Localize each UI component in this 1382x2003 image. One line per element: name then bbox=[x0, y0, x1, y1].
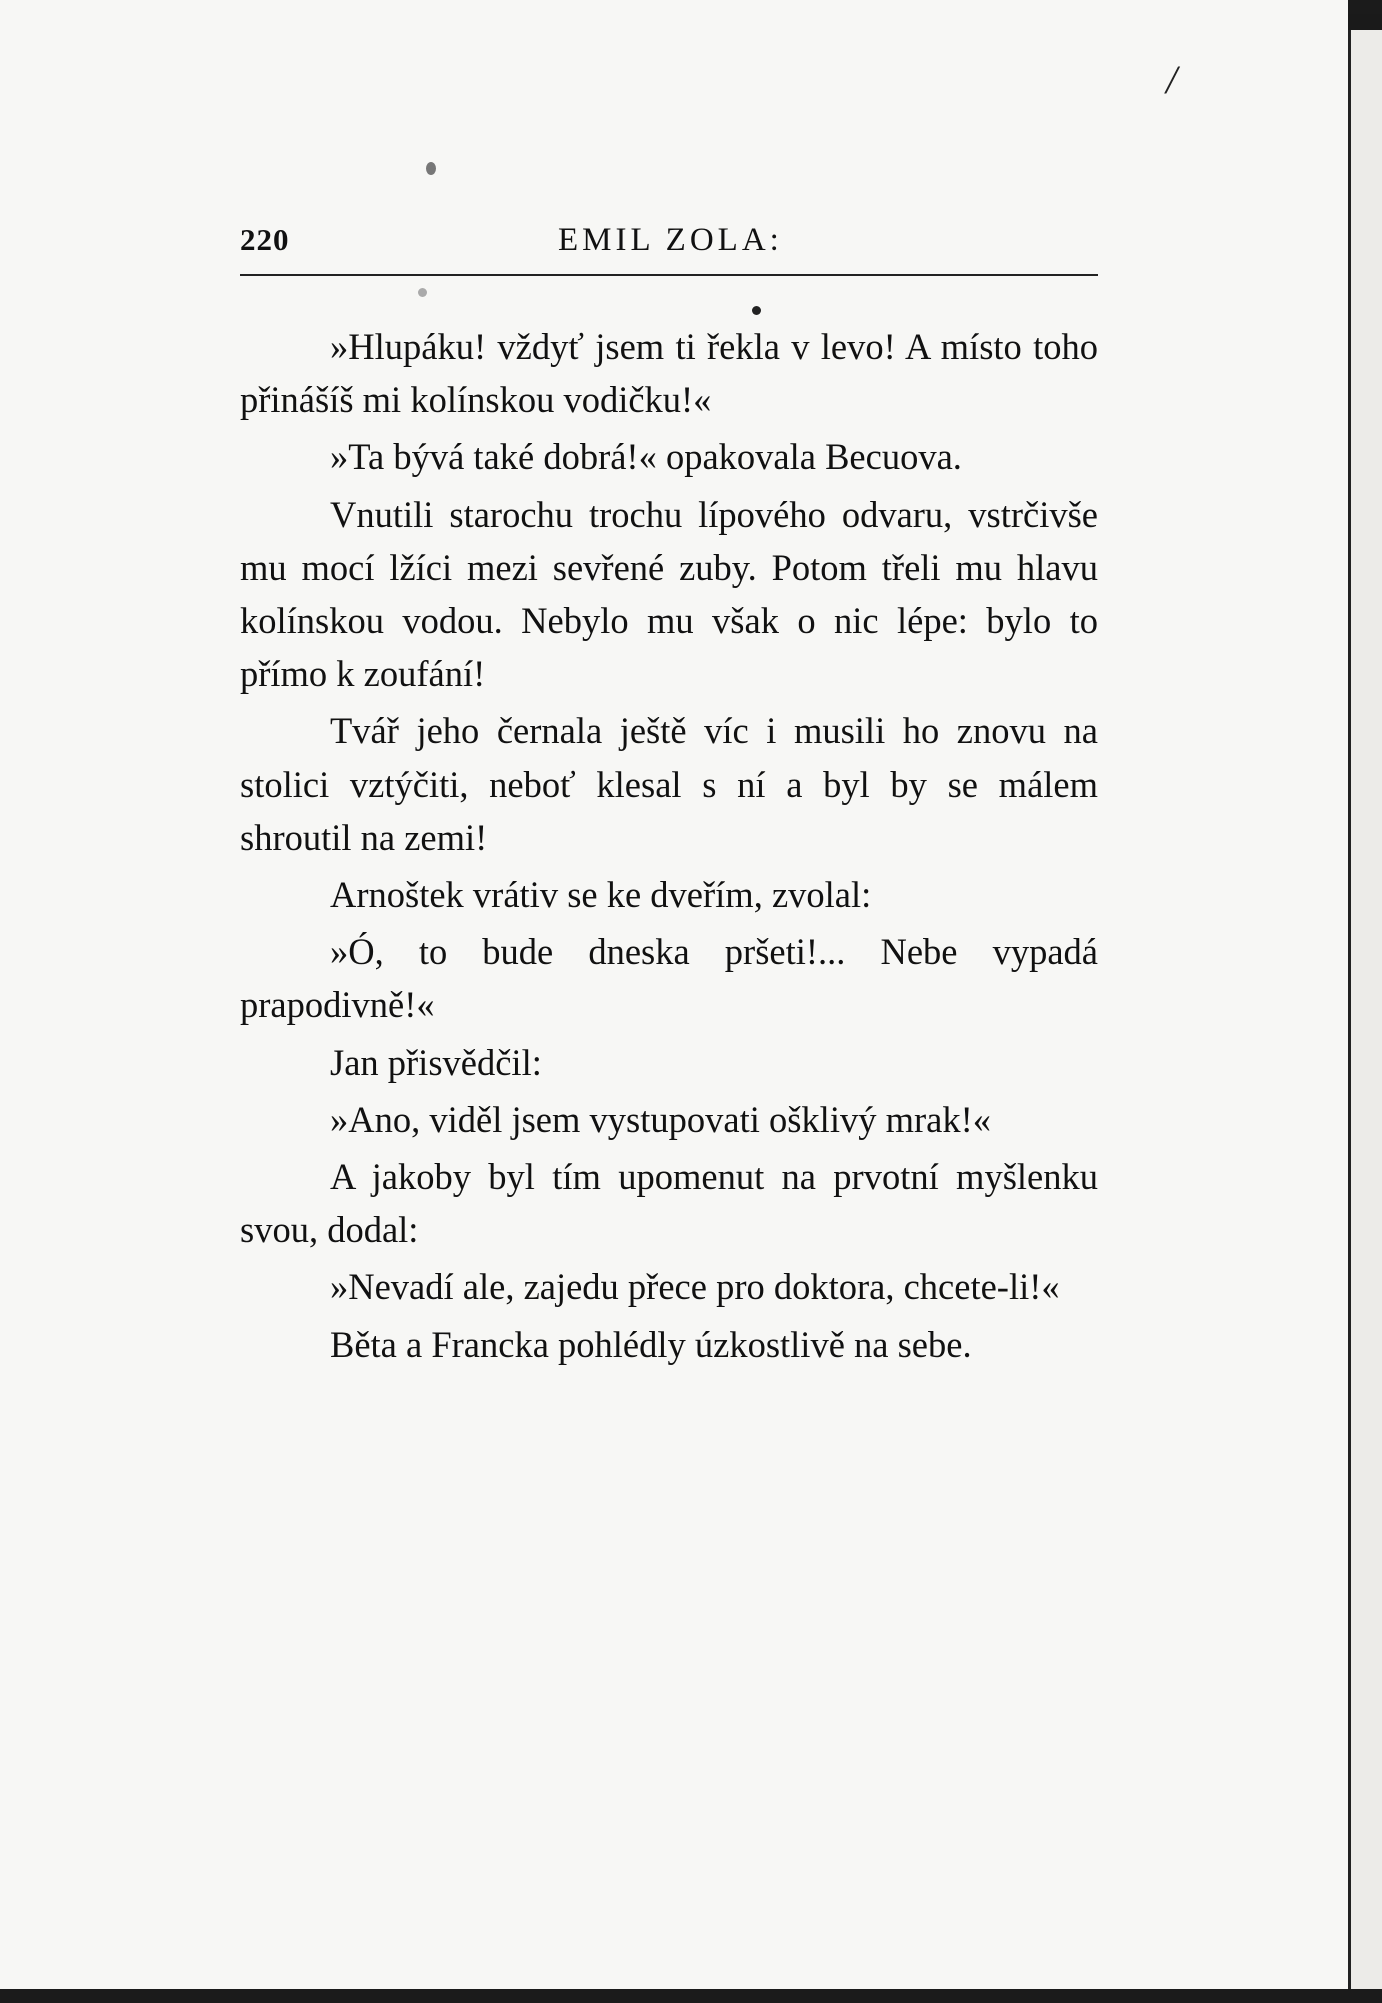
page-number: 220 bbox=[240, 222, 290, 257]
paragraph: Arnoštek vrátiv se ke dveřím, zvolal: bbox=[330, 874, 872, 916]
paragraph: Běta a Francka pohlédly úzkostlivě na sebe. bbox=[330, 1323, 972, 1365]
next-page-edge bbox=[1348, 30, 1382, 2003]
ink-speck bbox=[426, 162, 436, 175]
margin-pencil-mark: / bbox=[1166, 57, 1178, 102]
scan-bottom-edge bbox=[0, 1989, 1382, 2003]
ink-speck bbox=[418, 288, 427, 297]
body-text bbox=[240, 320, 1098, 1375]
paragraph: »Hlupáku! vždyť jsem ti řekla v levo! A místo toho přinášíš mi kolínskou vodičku!« bbox=[240, 326, 1098, 421]
paragraph: Vnutili starochu trochu lípového odvaru, vstrčivše mu mocí lžíci mezi sevřené zuby. Potom třeli mu hlavu kolínskou vodou. Nebylo mu však o nic lépe: bylo to přímo k zoufání! bbox=[240, 493, 1098, 695]
paragraph: »Ó, to bude dneska pršeti!... Nebe vypadá prapodivně!« bbox=[240, 931, 1098, 1026]
header-rule bbox=[240, 274, 1098, 276]
paragraph: Tvář jeho černala ještě víc i musili ho znovu na stolici vztýčiti, neboť klesal s ní a byl by se málem shroutil na zemi! bbox=[240, 710, 1098, 858]
paragraph: »Ta bývá také dobrá!« opakovala Becuova. bbox=[330, 436, 962, 478]
paragraph: A jakoby byl tím upomenut na prvotní myšlenku svou, dodal: bbox=[240, 1156, 1098, 1251]
paragraph: Jan přisvědčil: bbox=[330, 1041, 542, 1083]
paragraph: »Nevadí ale, zajedu přece pro doktora, chcete-li!« bbox=[330, 1266, 1060, 1308]
page-header bbox=[240, 222, 1100, 270]
paragraph: »Ano, viděl jsem vystupovati ošklivý mrak!« bbox=[330, 1098, 991, 1140]
running-head: EMIL ZOLA: bbox=[558, 222, 783, 258]
ink-speck bbox=[752, 306, 761, 315]
